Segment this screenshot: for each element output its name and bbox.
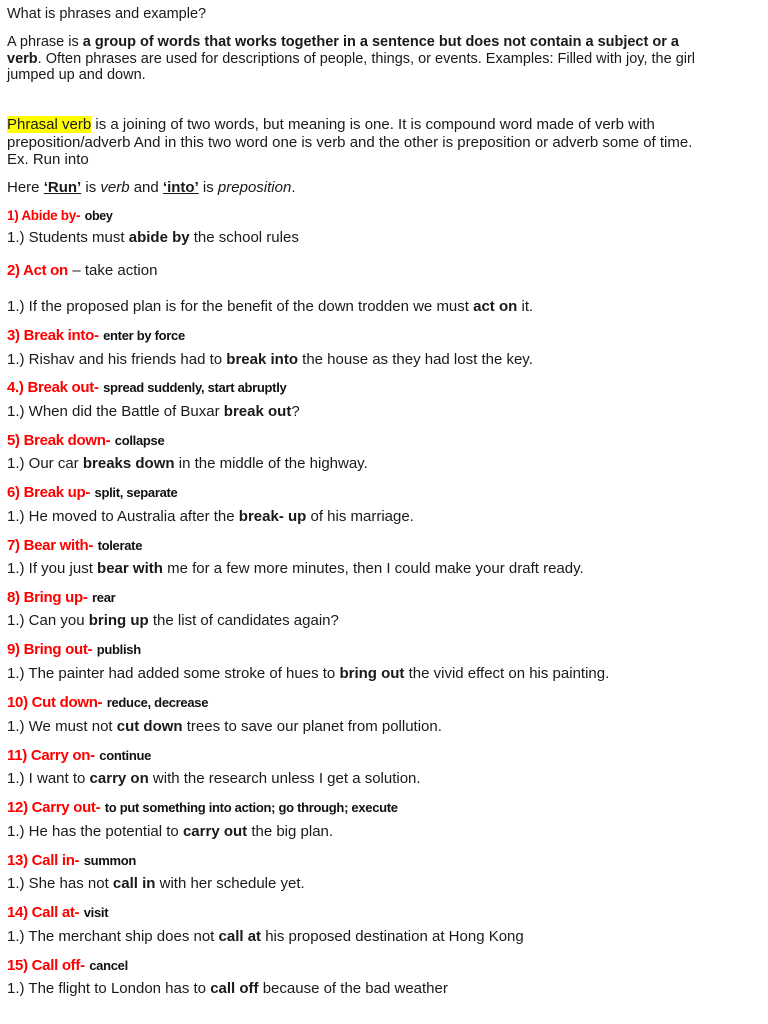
example-text: 1.) The flight to London has to [7,980,211,997]
example-text: the big plan. [247,823,334,840]
example-text: his proposed destination at Hong Kong [261,928,524,945]
entry-heading [7,327,185,345]
example-text: 1.) The merchant ship does not [7,928,219,945]
entry-term: 12) Carry out- [7,799,101,816]
example-text: with her schedule yet. [155,875,305,892]
entry-heading [7,799,398,817]
here-text: is [81,179,101,196]
example-text: the house as they had lost the key. [297,351,533,368]
phrasal-line-1 [7,116,655,134]
example-text: the list of candidates again? [148,612,339,629]
entry-example [7,455,368,473]
entry-heading [7,694,208,712]
here-text: . [291,179,296,196]
entry-definition: summon [83,853,137,868]
entry-definition: continue [99,748,152,763]
phrasal-line-2: preposition/adverb And in this two word one is verb and the other is preposition or adverb some of time. [7,134,693,151]
entry-example [7,229,299,247]
entry-example [7,665,609,683]
here-line [7,179,295,197]
here-text: Here [7,179,44,196]
entry-example [7,351,533,369]
example-phrase: break out [223,403,292,420]
entry-definition: publish [96,642,141,657]
entry-heading [7,852,136,870]
entry-heading [7,484,177,502]
entry-definition: split, separate [94,485,178,500]
here-text: is [198,179,218,196]
entry-example [7,612,339,630]
example-phrase: call in [112,875,156,892]
entry-example [7,770,421,788]
example-text: me for a few more minutes, then I could make your draft ready. [162,560,584,577]
intro-line-1 [7,34,679,51]
entry-heading [7,207,113,225]
example-text: 1.) She has not [7,875,113,892]
example-text: 1.) Students must [7,229,129,246]
entry-heading [7,747,151,765]
example-phrase: bear with [97,560,163,577]
example-text: of his marriage. [306,508,414,525]
phrasal-line-3: Ex. Run into [7,151,89,168]
entry-term: 2) Act on [7,262,68,279]
example-text: 1.) We must not [7,718,117,735]
intro-line-2 [7,51,695,68]
example-text: because of the bad weather [258,980,448,997]
entry-example [7,403,300,421]
verb-word: verb [100,179,130,196]
entry-definition: visit [83,905,109,920]
example-text: 1.) I want to [7,770,90,787]
entry-heading [7,904,108,922]
example-phrase: abide by [128,229,190,246]
example-text: the vivid effect on his painting. [404,665,610,682]
example-phrase: break- up [238,508,307,525]
entry-term: 11) Carry on- [7,747,95,764]
example-phrase: carry out [182,823,248,840]
entry-example [7,508,414,526]
example-text: 1.) The painter had added some stroke of hues to [7,665,340,682]
entry-term: 13) Call in- [7,852,80,869]
entry-example [7,928,524,946]
entry-heading [7,379,286,397]
entry-term: 14) Call at- [7,904,80,921]
example-text: 1.) Our car [7,455,83,472]
entry-definition: cancel [89,958,128,973]
entry-example [7,298,533,316]
example-text: the school rules [189,229,299,246]
entry-term: 10) Cut down- [7,694,103,711]
entry-example [7,560,584,578]
example-phrase: carry on [89,770,149,787]
example-text: ? [291,403,300,420]
entry-term: 9) Bring out- [7,641,93,658]
entry-heading [7,262,157,280]
entry-definition: enter by force [103,328,185,343]
example-phrase: bring out [339,665,405,682]
example-text: 1.) When did the Battle of Buxar [7,403,224,420]
entry-example [7,875,305,893]
example-text: trees to save our planet from pollution. [182,718,442,735]
into-word: ‘into’ [162,179,199,196]
entry-example [7,980,448,998]
entry-term: 15) Call off- [7,957,85,974]
entry-term: 6) Break up- [7,484,91,501]
entry-definition: collapse [114,433,165,448]
example-text: 1.) Rishav and his friends had to [7,351,227,368]
entry-example [7,823,333,841]
intro-bold: a group of words that works together in a sentence but does not contain a subject or a [82,34,679,50]
entry-heading [7,641,141,659]
entry-definition: to put something into action; go through; execute [104,800,398,815]
here-text: and [129,179,163,196]
intro-text: . Often phrases are used for descriptions of people, things, or events. Examples: Filled with joy, the girl [37,51,696,67]
intro-text: A phrase is [7,34,83,50]
run-word: ‘Run’ [43,179,82,196]
entry-heading [7,432,164,450]
example-phrase: call at [218,928,262,945]
example-phrase: cut down [116,718,183,735]
example-phrase: act on [473,298,518,315]
phrasal-text: is a joining of two words, but meaning is one. It is compound word made of verb with [91,116,655,133]
example-text: 1.) He moved to Australia after the [7,508,239,525]
example-text: with the research unless I get a solution. [148,770,421,787]
example-phrase: breaks down [82,455,175,472]
entry-term: 3) Break into- [7,327,99,344]
entry-heading [7,957,128,975]
entry-term: 8) Bring up- [7,589,88,606]
entry-definition: rear [92,590,116,605]
intro-line-3: jumped up and down. [7,67,146,83]
example-text: 1.) If you just [7,560,98,577]
intro-bold-verb: verb [7,51,38,67]
example-phrase: call off [210,980,259,997]
phrasal-highlight: Phrasal verb [7,116,92,133]
preposition-word: preposition [217,179,292,196]
example-phrase: break into [226,351,298,368]
entry-definition: tolerate [97,538,143,553]
entry-definition: reduce, decrease [106,695,209,710]
example-text: 1.) He has the potential to [7,823,183,840]
entry-term: 7) Bear with- [7,537,94,554]
entry-definition: spread suddenly, start abruptly [103,380,287,395]
example-text: in the middle of the highway. [174,455,368,472]
question-heading: What is phrases and example? [7,6,207,22]
example-text: 1.) If the proposed plan is for the benefit of the down trodden we must [7,298,474,315]
entry-term: 1) Abide by- [7,208,81,223]
example-phrase: bring up [88,612,149,629]
entry-example [7,718,442,736]
example-text: 1.) Can you [7,612,89,629]
entry-term: 5) Break down- [7,432,111,449]
example-text: it. [517,298,534,315]
entry-heading [7,537,142,555]
entry-definition: – take action [72,262,158,279]
entry-definition: obey [84,209,113,223]
entry-term: 4.) Break out- [7,379,99,396]
entry-heading [7,589,115,607]
